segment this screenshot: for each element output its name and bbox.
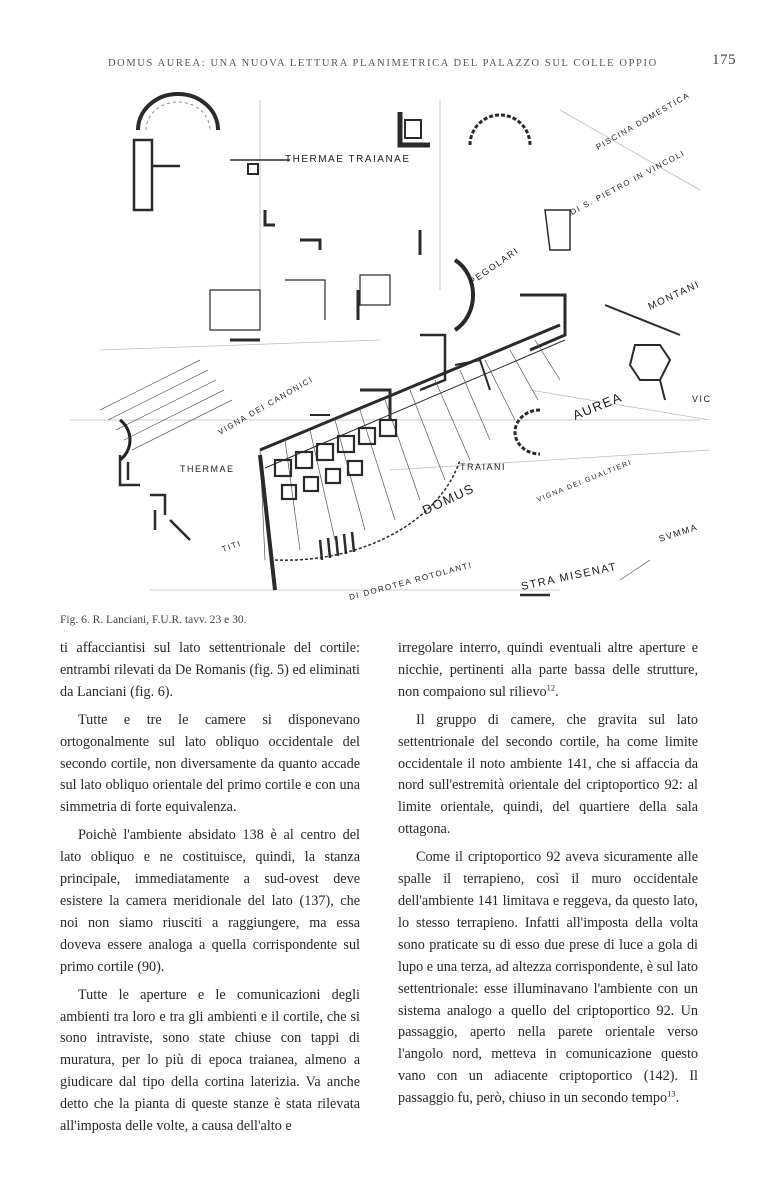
label-pegolari: PEGOLARI: [467, 245, 521, 287]
label-dorotea: DI DOROTEA ROTOLANTI: [348, 560, 474, 602]
montani-building: [605, 305, 680, 400]
label-vigna-gualtieri: VIGNA DEI GUALTIERI: [536, 459, 634, 504]
s-pietro-structure: [545, 210, 570, 250]
figure-map-lanciani: [60, 90, 720, 610]
paragraph: [398, 638, 698, 704]
paragraph-end: .: [555, 683, 559, 700]
left-column: [60, 638, 360, 1144]
paragraph: [398, 847, 698, 1110]
pegolari-exedra: [455, 260, 473, 330]
paragraph: Il gruppo di camere, che gravita sul lato settentrionale del secondo cortile, ha come limite occidentale il noto ambiente 141, che si affaccia da nord sull'estremità orientale del criptoportico 92: al limite orientale, quindi, del quartiere della sala ottagona.: [398, 711, 698, 838]
vigna-canonici-area: [100, 360, 232, 460]
label-montani: MONTANI: [646, 279, 702, 313]
paragraph: Tutte le aperture e le comunicazioni degli ambienti tra loro e tra gli ambienti e il cortile, che si sono intraviste, sono state chiuse con tappi di muratura, per lo più di epoca traianea, almeno a giudicare dal tipo della cortina laterizia. Va anche detto che la pianta di queste stanze è stata rilevata all'imposta delle volte, a causa dell'alto e: [60, 986, 360, 1135]
background-grid: [70, 100, 710, 590]
label-piscina: PISCINA DOMESTICA: [594, 90, 692, 152]
label-castra-misenatium: STRA MISENAT: [520, 560, 619, 593]
label-summa: SVMMA: [657, 521, 700, 544]
paragraph: Poichè l'ambiente absidato 138 è al centro del lato obliquo e ne costituisce, quindi, la stanza principale, immediatamente a sud-ovest deve esistere la camera meridionale del lato (137), che noi non siamo riusciti a raggiungere, ma essa doveva essere analoga a quella corrispondente sul primo cortile (90).: [60, 827, 360, 975]
paragraph: Tutte e tre le camere si disponevano ortogonalmente sul lato obliquo occidentale del secondo cortile, non diversamente da quanto accade sul lato obliquo orientale del primo cortile e con una simmetria di forte equivalenza.: [60, 711, 360, 816]
paragraph-end: .: [675, 1090, 680, 1107]
plan-drawing: [60, 90, 720, 610]
domus-aurea-plan: [260, 295, 565, 590]
label-vigna-canonici: VIGNA DEI CANONICI: [216, 374, 315, 437]
label-vic: VIC: [692, 394, 712, 404]
label-titi: TITI: [220, 538, 243, 554]
running-title: DOMUS AUREA: UNA NUOVA LETTURA PLANIMETRICA DEL PALAZZO SUL COLLE OPPIO: [108, 58, 658, 69]
figure-caption: Fig. 6. R. Lanciani, F.U.R. tavv. 23 e 30.: [60, 614, 247, 626]
label-traiani: TRAIANI: [460, 462, 507, 472]
right-column: [398, 638, 698, 1116]
label-s-pietro: DI S. PIETRO IN VINCOLI: [568, 148, 687, 217]
thermae-traianae-upper: [210, 112, 530, 340]
label-aurea: AUREA: [570, 389, 625, 423]
label-domus: DOMUS: [419, 480, 477, 518]
label-thermae-lower: THERMAE: [180, 464, 235, 474]
footnote-ref: 13: [667, 1088, 676, 1099]
thermae-exedra-top: [134, 94, 218, 210]
footnote-ref: 12: [546, 682, 556, 693]
paragraph-text: irregolare interro, quindi eventuali altre aperture e nicchie, pertinenti alla parte bassa delle strutture, non compaiono sul rilievo: [398, 640, 698, 700]
paragraph: ti affacciantisi sul lato settentrionale del cortile: entrambi rilevati da De Romanis (fig. 5) ed eliminati da Lanciani (fig. 6).: [60, 640, 360, 700]
label-thermae-traianae: THERMAE TRAIANAE: [285, 154, 411, 165]
page-number: 175: [712, 52, 736, 68]
running-head: [108, 52, 736, 74]
paragraph-text: Come il criptoportico 92 aveva sicuramente alle spalle il terrapieno, così il muro occidentale dell'ambiente 141 limitava e reggeva, da questo lato, lo stesso terrapieno. Infatti all'imposta della volta sono praticate su di esso due prese di luce a gola di lupo e una terza, ad altezza corrispondente, è sul lato settentrionale: esse illuminavano l'ambiente con un sistema analogo a quello del criptoportico 92. Un passaggio, aperto nella parete orientale verso l'angolo nord, metteva in comunicazione questo vano con un adiacente criptoportico (142). Il passaggio fu, però, chiuso in un secondo tempo: [398, 849, 698, 1107]
